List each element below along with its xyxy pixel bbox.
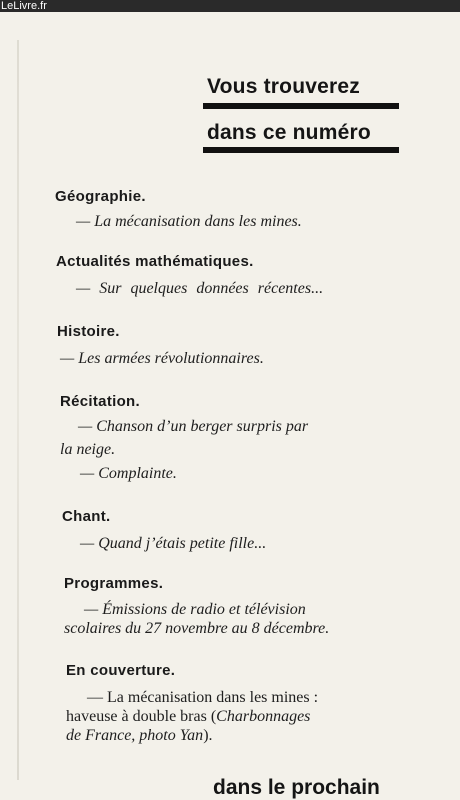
couverture-text-italic-a: Charbonnages [216,708,311,725]
section-title-geographie: Géographie. [55,188,146,205]
section-title-couverture: En couverture. [66,662,176,679]
section-item-programmes-1: — Émissions de radio et télévision [84,601,306,618]
section-item-couverture-1: — La mécanisation dans les mines : [87,689,319,706]
section-title-chant: Chant. [62,508,111,525]
section-item-geographie: — La mécanisation dans les mines. [76,213,302,230]
header-line-1: Vous trouverez [207,75,360,98]
watermark: LeLivre.fr [1,0,47,12]
section-item-recitation-2: la neige. [60,441,116,458]
section-title-recitation: Récitation. [60,393,140,410]
section-item-couverture-2 [66,708,310,726]
section-item-histoire: — Les armées révolutionnaires. [60,350,264,367]
section-title-histoire: Histoire. [57,323,120,340]
header-line-2: dans ce numéro [207,121,371,144]
section-item-recitation-3: — Complainte. [80,465,177,482]
header-rule-2 [203,147,399,153]
couverture-text-italic-b: de France, photo Yan [66,727,204,744]
header-rule-1 [203,103,399,109]
section-item-programmes-2: scolaires du 27 novembre au 8 décembre. [64,620,330,637]
top-edge-band [0,0,460,12]
section-item-chant: — Quand j’étais petite fille... [80,535,267,552]
section-item-couverture-3 [66,727,213,745]
section-title-mathematiques: Actualités mathématiques. [56,253,254,270]
section-title-programmes: Programmes. [64,575,164,592]
couverture-text-b: ). [203,727,213,744]
section-item-recitation-1: — Chanson d’un berger surpris par [78,418,309,435]
footer-heading: dans le prochain [213,776,380,799]
section-item-mathematiques: — Sur quelques données récentes... [76,280,324,297]
page-crease [17,40,19,780]
couverture-text-a: haveuse à double bras ( [66,708,217,725]
